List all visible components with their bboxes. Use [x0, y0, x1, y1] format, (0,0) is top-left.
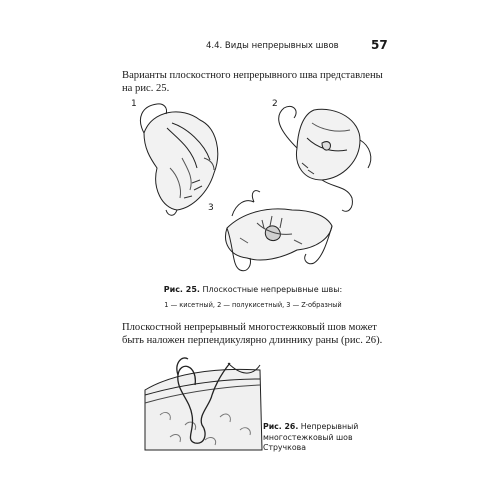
figure-26 — [140, 355, 265, 455]
figure-25-title: Плоскостные непрерывные швы: — [202, 285, 343, 294]
purse-string-suture-drawing — [140, 104, 217, 215]
figure-label-2: 2 — [272, 99, 278, 109]
page-number: 57 — [371, 38, 388, 52]
figure-label-1: 1 — [131, 99, 137, 109]
multistitch-suture-drawing — [140, 355, 265, 455]
half-purse-string-suture-drawing — [279, 106, 371, 211]
figure-26-caption — [263, 422, 383, 454]
paragraph-1: Варианты плоскостного непрерывного шва представлены на рис. 25. — [122, 70, 383, 95]
figure-25-legend: 1 — кисетный, 2 — полукисетный, 3 — Z-образный — [164, 301, 342, 309]
figure-label-3: 3 — [208, 203, 214, 213]
z-shaped-suture-drawing — [226, 191, 332, 271]
figure-26-number: Рис. 26. — [263, 422, 299, 431]
figure-25-caption — [122, 285, 384, 309]
figure-25 — [122, 98, 384, 278]
paragraph-2: Плоскостной непрерывный многостежковый шов может быть наложен перпендикулярно длиннику раны (рис. 26). — [122, 322, 383, 347]
suture-illustrations — [122, 98, 384, 278]
figure-26-text: Непрерывный многостежковый шов Стручкова — [263, 422, 359, 452]
running-header: 4.4. Виды непрерывных швов — [206, 41, 339, 51]
figure-25-number: Рис. 25. — [163, 285, 200, 294]
